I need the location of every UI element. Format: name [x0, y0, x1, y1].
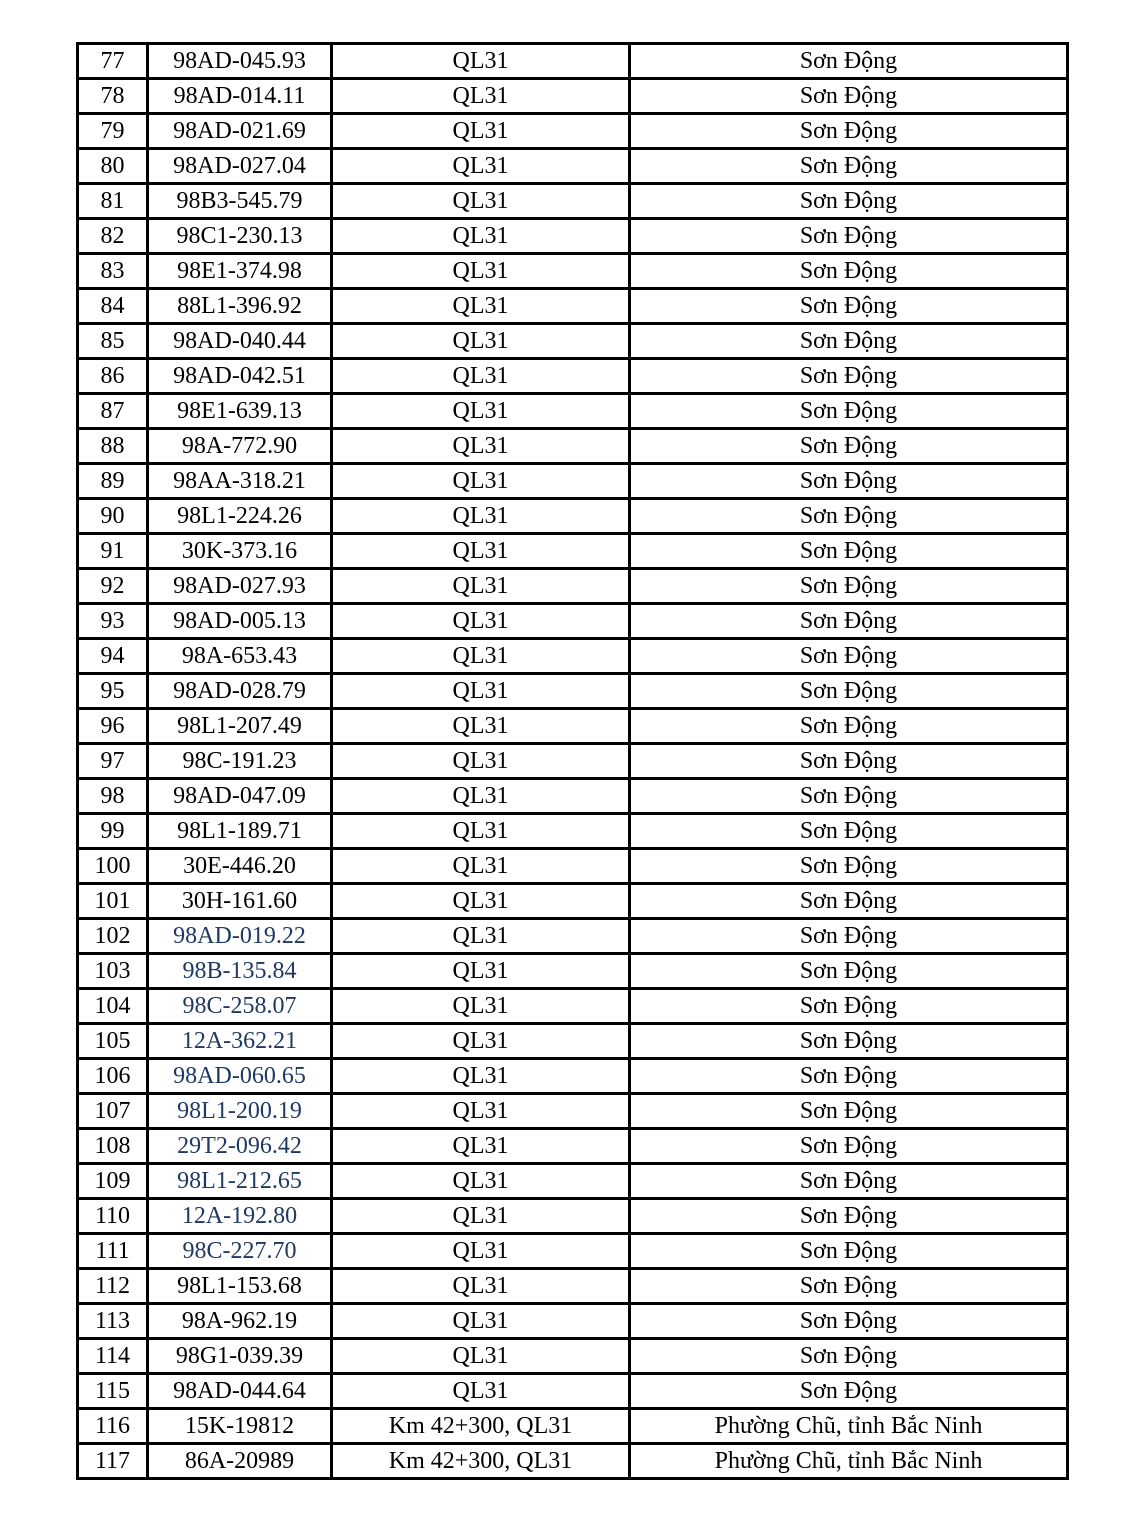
table-row: [78, 1409, 1068, 1444]
plate-cell: 98L1-207.49: [148, 709, 332, 744]
vehicle-table: [76, 42, 1069, 1480]
location-cell: QL31: [332, 884, 630, 919]
plate-cell: 98G1-039.39: [148, 1339, 332, 1374]
row-number-cell: 115: [78, 1374, 148, 1409]
plate-cell: 98C-191.23: [148, 744, 332, 779]
table-row: [78, 429, 1068, 464]
row-number-cell: 93: [78, 604, 148, 639]
plate-cell: 86A-20989: [148, 1444, 332, 1479]
location-cell: QL31: [332, 569, 630, 604]
plate-cell: 98AD-047.09: [148, 779, 332, 814]
area-cell: Sơn Động: [630, 779, 1068, 814]
plate-cell: 98AD-042.51: [148, 359, 332, 394]
plate-cell: 98AD-005.13: [148, 604, 332, 639]
row-number-cell: 87: [78, 394, 148, 429]
area-cell: Sơn Động: [630, 1269, 1068, 1304]
table-row: [78, 1199, 1068, 1234]
area-cell: Sơn Động: [630, 744, 1068, 779]
area-cell: Sơn Động: [630, 1234, 1068, 1269]
plate-cell: 98L1-224.26: [148, 499, 332, 534]
area-cell: Sơn Động: [630, 1339, 1068, 1374]
area-cell: Sơn Động: [630, 814, 1068, 849]
row-number-cell: 96: [78, 709, 148, 744]
table-row: [78, 184, 1068, 219]
row-number-cell: 116: [78, 1409, 148, 1444]
row-number-cell: 92: [78, 569, 148, 604]
plate-cell: 98C-258.07: [148, 989, 332, 1024]
plate-cell: 98AD-027.04: [148, 149, 332, 184]
area-cell: Sơn Động: [630, 989, 1068, 1024]
location-cell: QL31: [332, 1339, 630, 1374]
location-cell: QL31: [332, 359, 630, 394]
row-number-cell: 91: [78, 534, 148, 569]
location-cell: QL31: [332, 1164, 630, 1199]
location-cell: QL31: [332, 604, 630, 639]
table-row: [78, 1164, 1068, 1199]
area-cell: Sơn Động: [630, 674, 1068, 709]
location-cell: Km 42+300, QL31: [332, 1409, 630, 1444]
plate-cell: 98AD-019.22: [148, 919, 332, 954]
row-number-cell: 88: [78, 429, 148, 464]
location-cell: QL31: [332, 779, 630, 814]
location-cell: QL31: [332, 44, 630, 79]
table-row: [78, 569, 1068, 604]
area-cell: Sơn Động: [630, 534, 1068, 569]
row-number-cell: 107: [78, 1094, 148, 1129]
row-number-cell: 108: [78, 1129, 148, 1164]
row-number-cell: 99: [78, 814, 148, 849]
row-number-cell: 101: [78, 884, 148, 919]
plate-cell: 15K-19812: [148, 1409, 332, 1444]
location-cell: QL31: [332, 219, 630, 254]
row-number-cell: 84: [78, 289, 148, 324]
row-number-cell: 83: [78, 254, 148, 289]
table-row: [78, 919, 1068, 954]
area-cell: Sơn Động: [630, 954, 1068, 989]
table-row: [78, 254, 1068, 289]
table-row: [78, 219, 1068, 254]
row-number-cell: 106: [78, 1059, 148, 1094]
table-row: [78, 114, 1068, 149]
area-cell: Sơn Động: [630, 1129, 1068, 1164]
plate-cell: 12A-192.80: [148, 1199, 332, 1234]
table-row: [78, 499, 1068, 534]
area-cell: Sơn Động: [630, 324, 1068, 359]
table-row: [78, 814, 1068, 849]
row-number-cell: 98: [78, 779, 148, 814]
location-cell: QL31: [332, 1129, 630, 1164]
table-row: [78, 779, 1068, 814]
area-cell: Sơn Động: [630, 709, 1068, 744]
location-cell: QL31: [332, 1304, 630, 1339]
location-cell: QL31: [332, 184, 630, 219]
row-number-cell: 103: [78, 954, 148, 989]
vehicle-table-body: [78, 44, 1068, 1479]
row-number-cell: 82: [78, 219, 148, 254]
plate-cell: 98A-653.43: [148, 639, 332, 674]
plate-cell: 98AD-014.11: [148, 79, 332, 114]
area-cell: Sơn Động: [630, 429, 1068, 464]
table-row: [78, 849, 1068, 884]
location-cell: Km 42+300, QL31: [332, 1444, 630, 1479]
area-cell: Sơn Động: [630, 499, 1068, 534]
area-cell: Sơn Động: [630, 1059, 1068, 1094]
plate-cell: 98C1-230.13: [148, 219, 332, 254]
row-number-cell: 77: [78, 44, 148, 79]
table-row: [78, 394, 1068, 429]
area-cell: Sơn Động: [630, 639, 1068, 674]
plate-cell: 12A-362.21: [148, 1024, 332, 1059]
plate-cell: 98B3-545.79: [148, 184, 332, 219]
plate-cell: 30E-446.20: [148, 849, 332, 884]
location-cell: QL31: [332, 464, 630, 499]
plate-cell: 88L1-396.92: [148, 289, 332, 324]
plate-cell: 98AD-060.65: [148, 1059, 332, 1094]
location-cell: QL31: [332, 954, 630, 989]
location-cell: QL31: [332, 499, 630, 534]
area-cell: Sơn Động: [630, 919, 1068, 954]
location-cell: QL31: [332, 674, 630, 709]
plate-cell: 98AD-044.64: [148, 1374, 332, 1409]
row-number-cell: 79: [78, 114, 148, 149]
table-row: [78, 1444, 1068, 1479]
plate-cell: 98A-772.90: [148, 429, 332, 464]
location-cell: QL31: [332, 324, 630, 359]
area-cell: Sơn Động: [630, 219, 1068, 254]
table-row: [78, 1059, 1068, 1094]
row-number-cell: 102: [78, 919, 148, 954]
area-cell: Sơn Động: [630, 604, 1068, 639]
row-number-cell: 80: [78, 149, 148, 184]
row-number-cell: 110: [78, 1199, 148, 1234]
area-cell: Sơn Động: [630, 1094, 1068, 1129]
plate-cell: 98E1-374.98: [148, 254, 332, 289]
table-row: [78, 1129, 1068, 1164]
plate-cell: 98AD-028.79: [148, 674, 332, 709]
table-row: [78, 989, 1068, 1024]
row-number-cell: 100: [78, 849, 148, 884]
table-row: [78, 744, 1068, 779]
table-row: [78, 149, 1068, 184]
row-number-cell: 114: [78, 1339, 148, 1374]
area-cell: Sơn Động: [630, 1199, 1068, 1234]
plate-cell: 98L1-212.65: [148, 1164, 332, 1199]
location-cell: QL31: [332, 79, 630, 114]
plate-cell: 98B-135.84: [148, 954, 332, 989]
location-cell: QL31: [332, 919, 630, 954]
row-number-cell: 97: [78, 744, 148, 779]
location-cell: QL31: [332, 254, 630, 289]
plate-cell: 98L1-189.71: [148, 814, 332, 849]
table-row: [78, 464, 1068, 499]
location-cell: QL31: [332, 394, 630, 429]
table-row: [78, 884, 1068, 919]
table-row: [78, 1234, 1068, 1269]
row-number-cell: 78: [78, 79, 148, 114]
row-number-cell: 109: [78, 1164, 148, 1199]
plate-cell: 98C-227.70: [148, 1234, 332, 1269]
location-cell: QL31: [332, 149, 630, 184]
area-cell: Phường Chũ, tỉnh Bắc Ninh: [630, 1409, 1068, 1444]
location-cell: QL31: [332, 1374, 630, 1409]
table-row: [78, 324, 1068, 359]
area-cell: Sơn Động: [630, 254, 1068, 289]
row-number-cell: 94: [78, 639, 148, 674]
area-cell: Sơn Động: [630, 569, 1068, 604]
table-row: [78, 604, 1068, 639]
area-cell: Sơn Động: [630, 464, 1068, 499]
row-number-cell: 104: [78, 989, 148, 1024]
table-row: [78, 1374, 1068, 1409]
table-row: [78, 674, 1068, 709]
table-row: [78, 1304, 1068, 1339]
area-cell: Sơn Động: [630, 884, 1068, 919]
area-cell: Sơn Động: [630, 79, 1068, 114]
location-cell: QL31: [332, 1094, 630, 1129]
plate-cell: 98L1-153.68: [148, 1269, 332, 1304]
location-cell: QL31: [332, 709, 630, 744]
plate-cell: 98AD-040.44: [148, 324, 332, 359]
table-row: [78, 1339, 1068, 1374]
area-cell: Sơn Động: [630, 114, 1068, 149]
area-cell: Sơn Động: [630, 149, 1068, 184]
location-cell: QL31: [332, 639, 630, 674]
row-number-cell: 95: [78, 674, 148, 709]
location-cell: QL31: [332, 1059, 630, 1094]
plate-cell: 30H-161.60: [148, 884, 332, 919]
plate-cell: 98AD-027.93: [148, 569, 332, 604]
row-number-cell: 81: [78, 184, 148, 219]
table-row: [78, 1094, 1068, 1129]
table-row: [78, 44, 1068, 79]
row-number-cell: 113: [78, 1304, 148, 1339]
location-cell: QL31: [332, 1269, 630, 1304]
location-cell: QL31: [332, 744, 630, 779]
row-number-cell: 112: [78, 1269, 148, 1304]
plate-cell: 98L1-200.19: [148, 1094, 332, 1129]
area-cell: Sơn Động: [630, 1024, 1068, 1059]
location-cell: QL31: [332, 534, 630, 569]
area-cell: Sơn Động: [630, 394, 1068, 429]
location-cell: QL31: [332, 989, 630, 1024]
table-row: [78, 954, 1068, 989]
plate-cell: 29T2-096.42: [148, 1129, 332, 1164]
area-cell: Sơn Động: [630, 44, 1068, 79]
location-cell: QL31: [332, 429, 630, 464]
location-cell: QL31: [332, 1024, 630, 1059]
area-cell: Sơn Động: [630, 289, 1068, 324]
location-cell: QL31: [332, 1234, 630, 1269]
table-row: [78, 709, 1068, 744]
plate-cell: 30K-373.16: [148, 534, 332, 569]
table-row: [78, 79, 1068, 114]
table-row: [78, 359, 1068, 394]
area-cell: Phường Chũ, tỉnh Bắc Ninh: [630, 1444, 1068, 1479]
area-cell: Sơn Động: [630, 359, 1068, 394]
location-cell: QL31: [332, 814, 630, 849]
row-number-cell: 89: [78, 464, 148, 499]
plate-cell: 98A-962.19: [148, 1304, 332, 1339]
plate-cell: 98AD-021.69: [148, 114, 332, 149]
area-cell: Sơn Động: [630, 1164, 1068, 1199]
plate-cell: 98AD-045.93: [148, 44, 332, 79]
table-row: [78, 289, 1068, 324]
location-cell: QL31: [332, 1199, 630, 1234]
table-row: [78, 1269, 1068, 1304]
row-number-cell: 86: [78, 359, 148, 394]
area-cell: Sơn Động: [630, 849, 1068, 884]
area-cell: Sơn Động: [630, 1304, 1068, 1339]
table-row: [78, 534, 1068, 569]
location-cell: QL31: [332, 114, 630, 149]
row-number-cell: 85: [78, 324, 148, 359]
table-row: [78, 1024, 1068, 1059]
table-row: [78, 639, 1068, 674]
row-number-cell: 105: [78, 1024, 148, 1059]
plate-cell: 98E1-639.13: [148, 394, 332, 429]
row-number-cell: 117: [78, 1444, 148, 1479]
row-number-cell: 111: [78, 1234, 148, 1269]
plate-cell: 98AA-318.21: [148, 464, 332, 499]
row-number-cell: 90: [78, 499, 148, 534]
area-cell: Sơn Động: [630, 184, 1068, 219]
location-cell: QL31: [332, 849, 630, 884]
area-cell: Sơn Động: [630, 1374, 1068, 1409]
location-cell: QL31: [332, 289, 630, 324]
